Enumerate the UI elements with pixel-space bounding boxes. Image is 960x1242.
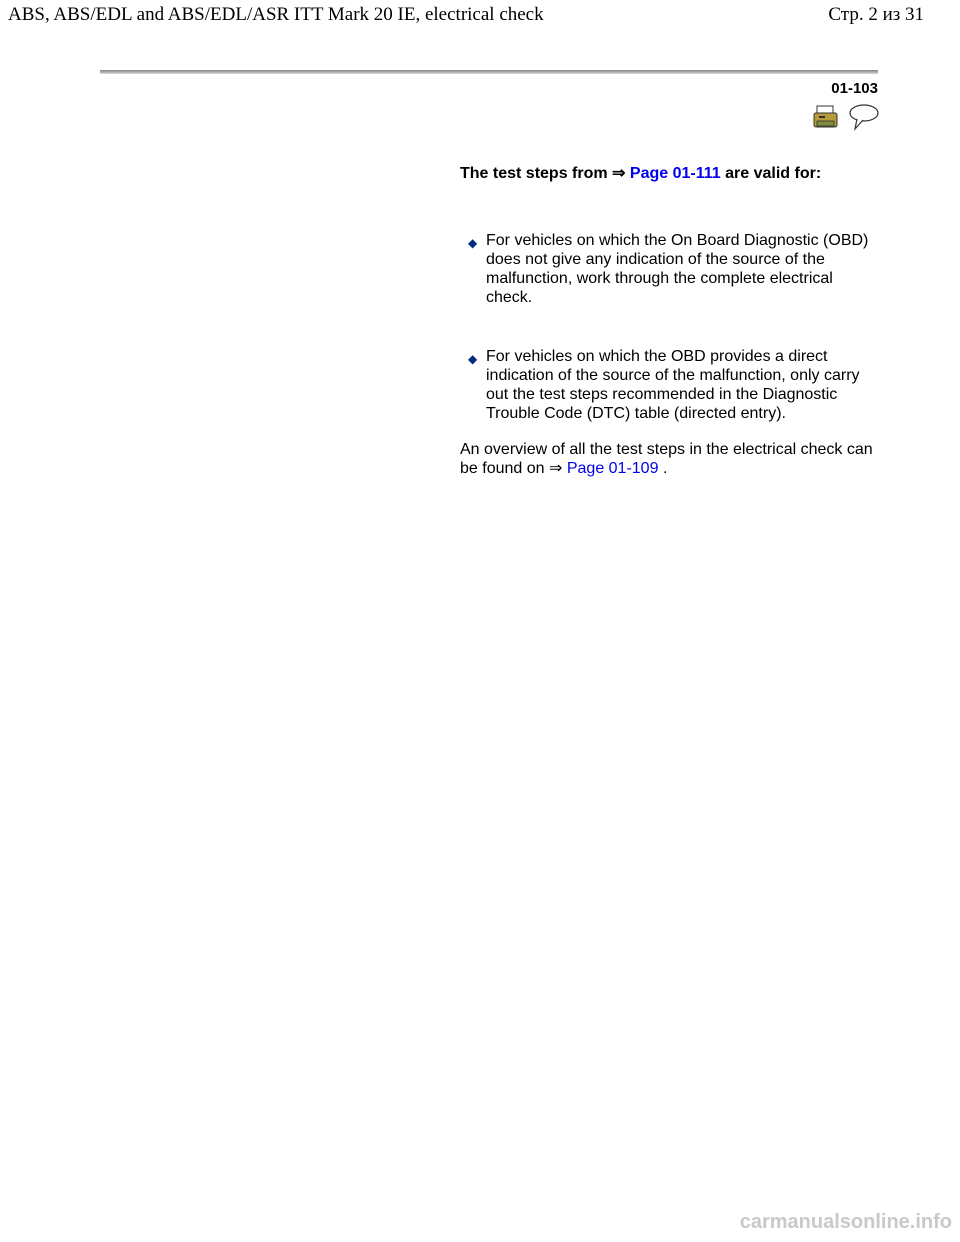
bullet-text: For vehicles on which the OBD provides a direct indication of the source of the malfunction, only carry out the test steps recommended in the Diagnostic Trouble Code (DTC) table (directed entry). [486,348,860,422]
intro-suffix: are valid for: [725,165,822,182]
link-page-01-111[interactable]: Page 01-111 [629,165,721,182]
bullet-item [460,347,880,423]
toolbar-icons [813,104,883,132]
overview-paragraph [460,440,880,478]
outro-prefix: An overview of all the test steps in the electrical check can be found on [460,441,873,477]
diamond-bullet-icon: ◆ [468,236,478,250]
arrow-icon: ⇒ [548,460,563,477]
watermark: carmanualsonline.info [739,1211,952,1233]
intro-prefix: The test steps from [460,165,608,182]
content-body [460,164,880,478]
document-title: ABS, ABS/EDL and ABS/EDL/ASR ITT Mark 20 IE, electrical check [8,4,544,25]
link-page-01-109[interactable]: Page 01-109 [566,460,659,477]
diamond-bullet-icon: ◆ [468,352,478,366]
intro-paragraph [460,164,880,183]
speech-bubble-icon[interactable] [850,105,878,129]
bullet-item [460,231,880,307]
outro-suffix: . [662,460,668,477]
page-number: 01-103 [831,80,878,97]
arrow-icon: ⇒ [612,165,626,182]
header-divider [100,70,878,74]
printer-icon[interactable] [814,106,837,127]
bullet-text: For vehicles on which the On Board Diagnostic (OBD) does not give any indication of the source of the malfunction, work through the complete electrical check. [486,232,869,306]
page-counter: Стр. 2 из 31 [828,4,924,25]
